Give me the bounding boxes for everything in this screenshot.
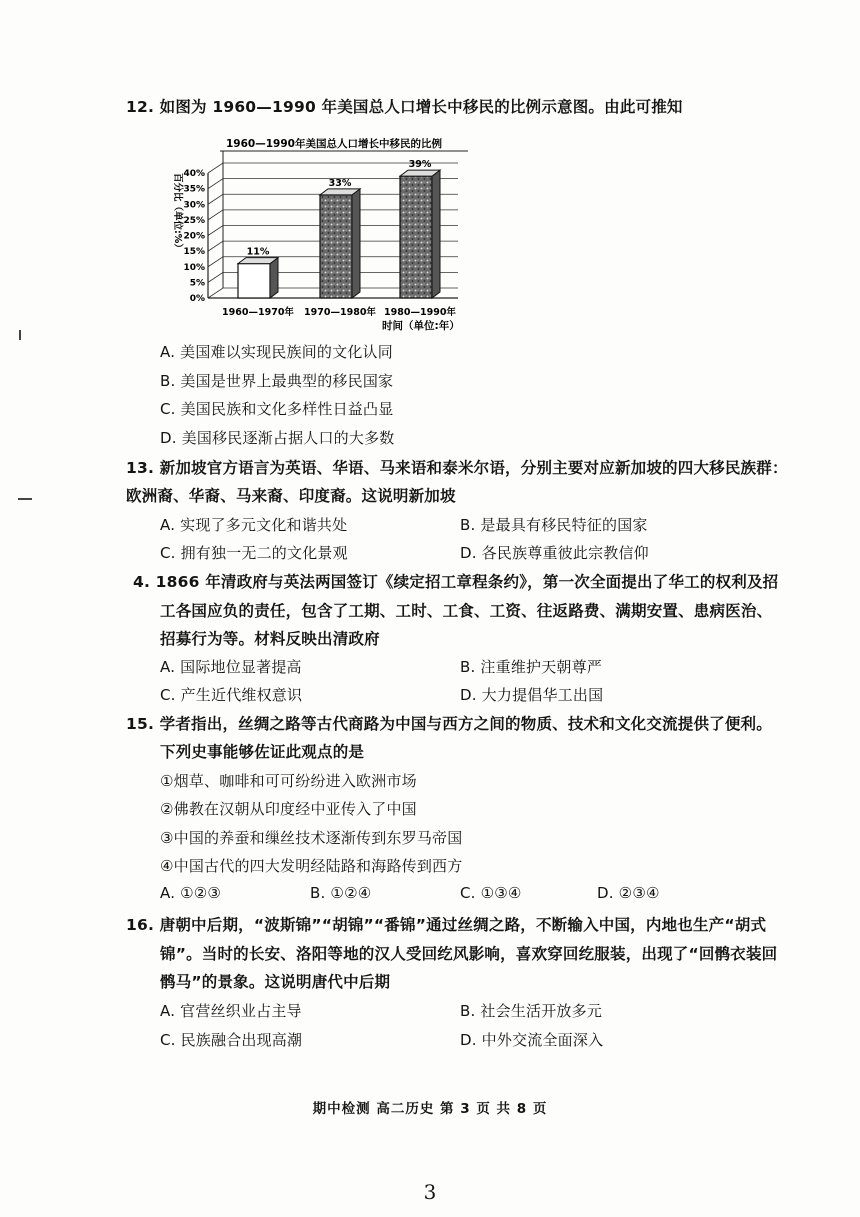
q15-stem-line1: 15. 学者指出，丝绸之路等古代商路为中国与西方之间的物质、技术和文化交流提供了便利。: [126, 715, 772, 733]
q15-option-d[interactable]: D. ②③④: [597, 884, 660, 902]
y-tick-label: 0%: [189, 294, 205, 304]
q13-stem-line2: 欧洲裔、华裔、马来裔、印度裔。这说明新加坡: [126, 487, 456, 505]
q12-option-b[interactable]: B. 美国是世界上最典型的移民国家: [160, 372, 394, 390]
q12-option-c[interactable]: C. 美国民族和文化多样性日益凸显: [160, 400, 394, 418]
x-category-label: 1980—1990年: [384, 307, 456, 318]
y-tick-label: 10%: [183, 262, 205, 273]
bar-side: [432, 170, 440, 298]
page-footer: 期中检测 高二历史 第 3 页 共 8 页: [312, 1101, 548, 1117]
q15-option-c[interactable]: C. ①③④: [460, 884, 522, 902]
y-tick-label: 30%: [183, 200, 205, 211]
bar-value-label: 33%: [328, 177, 352, 189]
bar-side: [270, 258, 278, 298]
q15-item-1: ①烟草、咖啡和可可纷纷进入欧洲市场: [160, 772, 417, 790]
bar-side: [352, 189, 360, 298]
q13-option-b[interactable]: B. 是最具有移民特征的国家: [460, 516, 648, 534]
x-category-label: 1960—1970年: [222, 307, 294, 318]
q14-option-b[interactable]: B. 注重维护天朝尊严: [460, 658, 603, 676]
bar-value-label: 11%: [246, 246, 270, 258]
q16-stem-line2: 锦”。当时的长安、洛阳等地的汉人受回纥风影响，喜欢穿回纥服装，出现了“回鹘衣装回: [160, 945, 778, 963]
q15-item-2: ②佛教在汉朝从印度经中亚传入了中国: [160, 800, 417, 818]
q15-option-a[interactable]: A. ①②③: [160, 884, 222, 902]
q14-option-d[interactable]: D. 大力提倡华工出国: [460, 686, 604, 704]
y-tick-label: 40%: [183, 169, 205, 179]
y-tick-label: 25%: [183, 215, 205, 226]
q14-stem-line2: 工各国应负的责任，包含了工期、工时、工食、工资、往返路费、满期安置、患病医治、: [160, 602, 773, 620]
chart-yticks: [183, 169, 205, 304]
q15-option-b[interactable]: B. ①②④: [310, 884, 372, 902]
q16-stem-line3: 鹘马”的景象。这说明唐代中后期: [160, 973, 391, 991]
q16-stem-line1: 16. 唐朝中后期，“波斯锦”“胡锦”“番锦”通过丝绸之路，不断输入中国，内地也生产“胡式: [126, 916, 767, 934]
bar: [320, 195, 352, 298]
bar-value-label: 39%: [408, 159, 432, 171]
q16-option-c[interactable]: C. 民族融合出现高潮: [160, 1031, 303, 1049]
q16-option-d[interactable]: D. 中外交流全面深入: [460, 1031, 604, 1049]
y-tick-label: 15%: [183, 247, 205, 258]
q15-stem-line2: 下列史事能够佐证此观点的是: [160, 743, 365, 761]
q13-option-d[interactable]: D. 各民族尊重彼此宗教信仰: [460, 544, 649, 562]
bar-top: [238, 258, 278, 264]
q14-option-a[interactable]: A. 国际地位显著提高: [160, 658, 302, 676]
q14-stem-line3: 招募行为等。材料反映出清政府: [160, 630, 380, 648]
q12-option-a[interactable]: A. 美国难以实现民族间的文化认同: [160, 343, 393, 361]
bar-top: [400, 170, 440, 176]
bar-top: [320, 189, 360, 195]
q13-option-c[interactable]: C. 拥有独一无二的文化景观: [160, 544, 348, 562]
q16-option-a[interactable]: A. 官营丝织业占主导: [160, 1002, 302, 1020]
scan-mark: [18, 498, 32, 500]
q15-item-4: ④中国古代的四大发明经陆路和海路传到西方: [160, 857, 463, 875]
immigration-bar-chart: [168, 133, 468, 333]
page-number: 3: [423, 1180, 437, 1204]
bar: [238, 264, 270, 298]
chart-title: 1960—1990年美国总人口增长中移民的比例: [226, 138, 442, 150]
q14-option-c[interactable]: C. 产生近代维权意识: [160, 686, 303, 704]
y-axis-label: 百分比（单位:%）: [172, 173, 183, 253]
chart-bars: [238, 159, 440, 298]
q13-option-a[interactable]: A. 实现了多元文化和谐共处: [160, 516, 348, 534]
q16-option-b[interactable]: B. 社会生活开放多元: [460, 1002, 603, 1020]
y-tick-label: 5%: [189, 278, 205, 289]
chart-categories: [222, 306, 456, 318]
q15-item-3: ③中国的养蚕和缫丝技术逐渐传到东罗马帝国: [160, 829, 463, 847]
bar: [400, 176, 432, 298]
q13-stem-line1: 13. 新加坡官方语言为英语、华语、马来语和泰米尔语，分别主要对应新加坡的四大移民族群：: [126, 459, 788, 477]
q12-stem: 12. 如图为 1960—1990 年美国总人口增长中移民的比例示意图。由此可推知: [126, 98, 683, 116]
scan-mark: [19, 330, 21, 340]
q14-stem-line1: 4. 1866 年清政府与英法两国签订《续定招工章程条约》，第一次全面提出了华工的权利及招: [133, 573, 779, 591]
x-axis-label: 时间（单位:年）: [382, 320, 460, 332]
y-tick-label: 20%: [183, 231, 205, 242]
y-tick-label: 35%: [183, 184, 205, 195]
q12-option-d[interactable]: D. 美国移民逐渐占据人口的大多数: [160, 429, 395, 447]
x-category-label: 1970—1980年: [304, 307, 376, 318]
